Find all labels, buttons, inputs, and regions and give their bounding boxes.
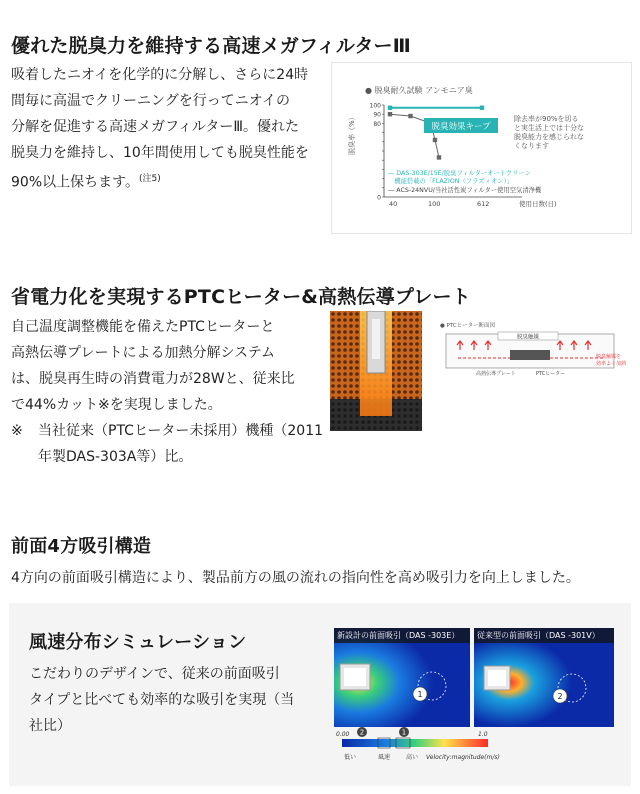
- chart-point-1-1: [388, 106, 392, 110]
- diagram-top-label: 脱臭触媒: [516, 334, 540, 341]
- ptc-heater-photo: [330, 311, 422, 431]
- svg-text:2: 2: [557, 692, 563, 701]
- chart-y-tick-0: 0: [377, 194, 381, 202]
- scale-word-low: 低い: [344, 754, 357, 761]
- scale-word-high: 高い: [406, 754, 419, 761]
- chart-y-ticks: [370, 103, 384, 202]
- section4-description: [29, 661, 329, 739]
- chart-y-tick-80: 80: [373, 120, 381, 128]
- chart-note-line-1: 除去率が90%を切る: [514, 115, 579, 123]
- scale-word-speed: 風速: [378, 754, 391, 761]
- chart-y-tick-90: 90: [373, 111, 381, 119]
- section2-line-2: 高熱伝導プレートによる加熱分解システム: [11, 345, 276, 361]
- chart-point-2-5: [437, 155, 441, 159]
- chart-series-desc-2: 機能搭載の「FLAZION（フラズィオン）」: [388, 178, 514, 185]
- chart-note-line-3: 脱臭能力を感じられな: [514, 133, 584, 141]
- section1-line-3: 分解を促進する高速メガフィルターⅢ。優れた: [11, 119, 299, 135]
- diagram-side-label-1: 脱臭触媒を: [596, 354, 622, 360]
- chart-note-line-2: と実生活上では十分な: [514, 124, 584, 132]
- section1-line-2: 間毎に高温でクリーニングを行ってニオイの: [11, 93, 291, 109]
- section2-description: [11, 314, 323, 418]
- diagram-bottom-label-1: 高熱伝導プレート: [476, 371, 516, 377]
- deodorization-chart-panel: [331, 62, 632, 234]
- section1-title: 優れた脱臭力を維持する高速メガフィルターⅢ: [11, 35, 411, 57]
- section1-line-4: 脱臭力を維持し、10年間使用しても脱臭性能を: [11, 145, 309, 161]
- diagram-side-label-2: 効率よく加熱: [596, 361, 627, 367]
- ptc-heater-illustration: [330, 311, 422, 431]
- chart-point-2-1: [388, 112, 392, 116]
- simulation-new-design: [334, 628, 470, 727]
- svg-text:2: 2: [359, 728, 365, 737]
- chart-note-line-4: くなります: [514, 142, 549, 150]
- section4-title: 風速分布シミュレーション: [29, 632, 247, 653]
- chart-point-2-4: [433, 138, 437, 142]
- velocity-scale-graphic: [334, 727, 624, 777]
- svg-text:1: 1: [417, 690, 423, 699]
- section2-title: 省電力化を実現するPTCヒーター&高熱伝導プレート: [11, 286, 471, 308]
- scale-label: Velocity:magnitude(m/s): [426, 754, 500, 761]
- chart-y-label: 脱臭率（%）: [348, 113, 356, 155]
- section2-note-line-1: 当社従来（PTCヒーター未採用）機種（2011: [38, 423, 324, 439]
- scale-min: 0.00: [336, 731, 350, 738]
- ptc-heater-cross-section: [436, 320, 634, 384]
- chart-series-desc-3: ― ACS-24NVU/当社活性炭フィルター使用空気清浄機: [388, 187, 542, 194]
- section4-line-2: タイプと比べても効率的な吸引を実現（当: [29, 692, 295, 708]
- diagram-heater-block: [510, 350, 550, 360]
- chart-x-label: 使用日数(日): [519, 200, 557, 208]
- chart-x-tick-40: 40: [389, 200, 398, 208]
- chart-point-2-2: [408, 114, 412, 118]
- section3-title: 前面4方吸引構造: [11, 536, 152, 557]
- deodorization-chart: [332, 63, 631, 233]
- section1-note-mark: (注5): [139, 174, 161, 184]
- scale-bar: [342, 739, 488, 747]
- chart-point-1-2: [480, 106, 484, 110]
- sim-old-caption: 従来型の前面吸引（DAS -301V）: [474, 628, 614, 643]
- section2-note-mark: ※: [11, 423, 23, 439]
- chart-series-desc-1: ― DAS-303E/15E/脱臭フィルターオートクリーン: [388, 170, 531, 177]
- chart-x-tick-612: 612: [477, 200, 490, 208]
- chart-series-flazion: [388, 106, 484, 110]
- sim-new-caption: 新設計の前面吸引（DAS -303E）: [334, 628, 470, 643]
- section2-line-3: は、脱臭再生時の消費電力が28Wと、従来比: [11, 371, 295, 387]
- velocity-scale: [334, 727, 624, 777]
- section1-description: [11, 62, 323, 196]
- section3-text: 4方向の前面吸引構造により、製品前方の風の流れの指向性を高め吸引力を向上しました。: [11, 570, 580, 586]
- section1-line-1: 吸着したニオイを化学的に分解し、さらに24時: [11, 67, 309, 83]
- chart-x-tick-100: 100: [428, 200, 441, 208]
- chart-legend-title: ● 脱臭耐久試験 アンモニア臭: [365, 86, 473, 95]
- diagram-bottom-label-2: PTCヒーター: [536, 371, 566, 377]
- section2-line-4: で44%カット※を実現しました。: [11, 397, 222, 413]
- section1-line-5: 90%以上保ちます。$^{(注5)}$: [11, 174, 161, 191]
- section4-line-1: こだわりのデザインで、従来の前面吸引: [29, 666, 280, 682]
- keep-badge-label: 脱臭効果キープ: [431, 122, 491, 132]
- section4-line-3: 社比）: [29, 718, 71, 734]
- section2-line-1: 自己温度調整機能を備えたPTCヒーターと: [11, 319, 275, 335]
- cross-section-diagram: [436, 320, 634, 384]
- chart-y-tick-100: 100: [369, 102, 381, 110]
- diagram-title: ● PTCヒーター断面図: [440, 323, 496, 329]
- scale-max: 1.0: [478, 731, 488, 738]
- section2-note: [38, 418, 328, 470]
- section2-note-line-2: 年製DAS-303A等）比。: [38, 449, 193, 465]
- svg-text:1: 1: [401, 728, 407, 737]
- simulation-old-design: [474, 628, 614, 727]
